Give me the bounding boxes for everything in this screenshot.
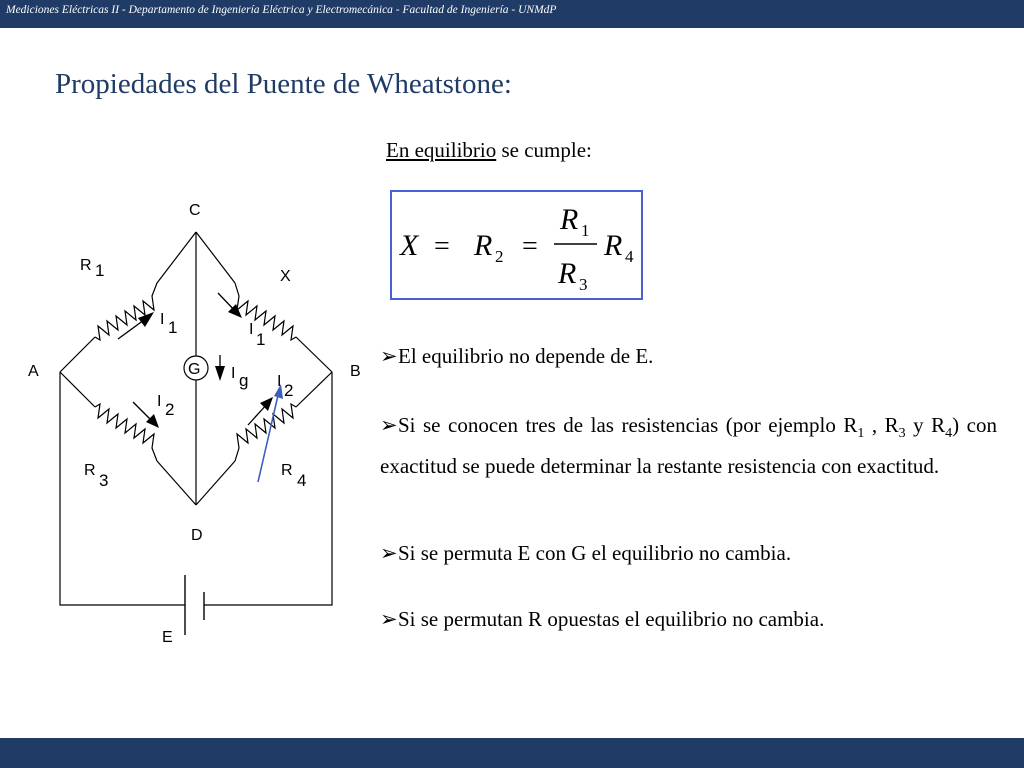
- bullet-text-part: , R: [864, 413, 899, 437]
- wire-x-b: [296, 337, 332, 372]
- current-ig-sub: g: [239, 371, 249, 390]
- bullet-item: [380, 603, 997, 636]
- header-text: Mediciones Eléctricas II - Departamento de Ingeniería Eléctrica y Electromecánica - Facultad de Ingeniería - UNMdP: [6, 4, 557, 16]
- wire-a-r1: [60, 337, 95, 372]
- current-ig-label: I: [231, 365, 236, 382]
- bullet-item: [380, 409, 997, 483]
- wire-r4-b: [296, 372, 332, 407]
- wire-c-x: [196, 232, 235, 283]
- formula-r4: R: [604, 229, 623, 262]
- bullet-text-part: Si se conocen tres de las resistencias (por ejemplo R: [398, 413, 858, 437]
- resistor-r3-label: R: [84, 462, 96, 479]
- current-arrow-ig: [215, 355, 225, 381]
- footer-bar: [0, 738, 1024, 768]
- bullet-arrow-icon: ➢: [380, 413, 398, 437]
- resistor-r1-label: R: [80, 257, 92, 274]
- current-i1-right-sub: 1: [256, 330, 266, 349]
- bullet-item: [380, 340, 997, 373]
- subscript: 4: [945, 426, 953, 442]
- bullet-text-part: y R: [905, 413, 946, 437]
- resistor-r4-label: R: [281, 462, 293, 479]
- resistor-x: [235, 283, 296, 340]
- galvanometer-label: G: [188, 361, 201, 378]
- current-i1-left-sub: 1: [168, 318, 178, 337]
- current-i2-right-sub: 2: [284, 381, 294, 400]
- subscript: 3: [898, 426, 906, 442]
- formula-r1: R: [560, 203, 579, 236]
- current-i1-left-label: I: [160, 311, 165, 328]
- resistor-r3: [95, 404, 157, 461]
- bullet-text: Si se permuta E con G el equilibrio no cambia.: [398, 541, 792, 565]
- node-e-label: E: [162, 629, 173, 646]
- header-bar: [0, 0, 1024, 28]
- bullet-arrow-icon: ➢: [380, 344, 398, 368]
- bullet-text: Si se permutan R opuestas el equilibrio no cambia.: [398, 607, 825, 631]
- current-i2-right-label: I: [277, 373, 282, 390]
- wire-a-r3: [60, 372, 95, 407]
- current-arrow-i2-left: [133, 402, 159, 428]
- node-a-label: A: [28, 363, 39, 380]
- wire-d-r4: [196, 461, 235, 505]
- slide-title: Propiedades del Puente de Wheatstone:: [55, 68, 512, 100]
- resistor-r3-sub: 3: [99, 471, 109, 490]
- wire-r1-c: [157, 232, 196, 283]
- node-d-label: D: [191, 527, 203, 544]
- formula-eq-1: =: [434, 231, 450, 262]
- node-b-label: B: [350, 363, 361, 380]
- formula-r4-sub: 4: [625, 247, 634, 266]
- wheatstone-bridge-circuit: [0, 190, 380, 660]
- formula-x: X: [400, 229, 419, 262]
- formula-r3: R: [558, 257, 577, 290]
- current-arrow-i2-right: [248, 397, 273, 425]
- resistor-x-label: X: [280, 268, 291, 285]
- resistor-r4-sub: 4: [297, 471, 307, 490]
- formula-eq-2: =: [522, 231, 538, 262]
- bullet-item: [380, 537, 997, 570]
- current-i1-right-label: I: [249, 321, 254, 338]
- subtitle-rest: se cumple:: [496, 138, 592, 162]
- bullet-text-part: ) con exactitud se puede determinar la restante resistencia con exactitud.: [380, 413, 997, 479]
- resistor-r1: [95, 283, 157, 340]
- resistor-r1-sub: 1: [95, 261, 105, 280]
- formula-r3-sub: 3: [579, 275, 588, 294]
- subscript: 1: [857, 426, 865, 442]
- bullet-text: El equilibrio no depende de E.: [398, 344, 654, 368]
- formula-r2: R: [474, 229, 493, 262]
- formula-r2-sub: 2: [495, 247, 504, 266]
- equilibrium-formula: [390, 190, 643, 300]
- current-i2-left-label: I: [157, 393, 162, 410]
- bullet-arrow-icon: ➢: [380, 607, 398, 631]
- current-i2-left-sub: 2: [165, 400, 175, 419]
- formula-r1-sub: 1: [581, 221, 590, 240]
- subtitle-underlined: En equilibrio: [386, 138, 497, 162]
- equilibrium-subtitle: [386, 138, 592, 163]
- bullet-arrow-icon: ➢: [380, 541, 398, 565]
- wire-r3-d: [157, 461, 196, 505]
- node-c-label: C: [189, 202, 201, 219]
